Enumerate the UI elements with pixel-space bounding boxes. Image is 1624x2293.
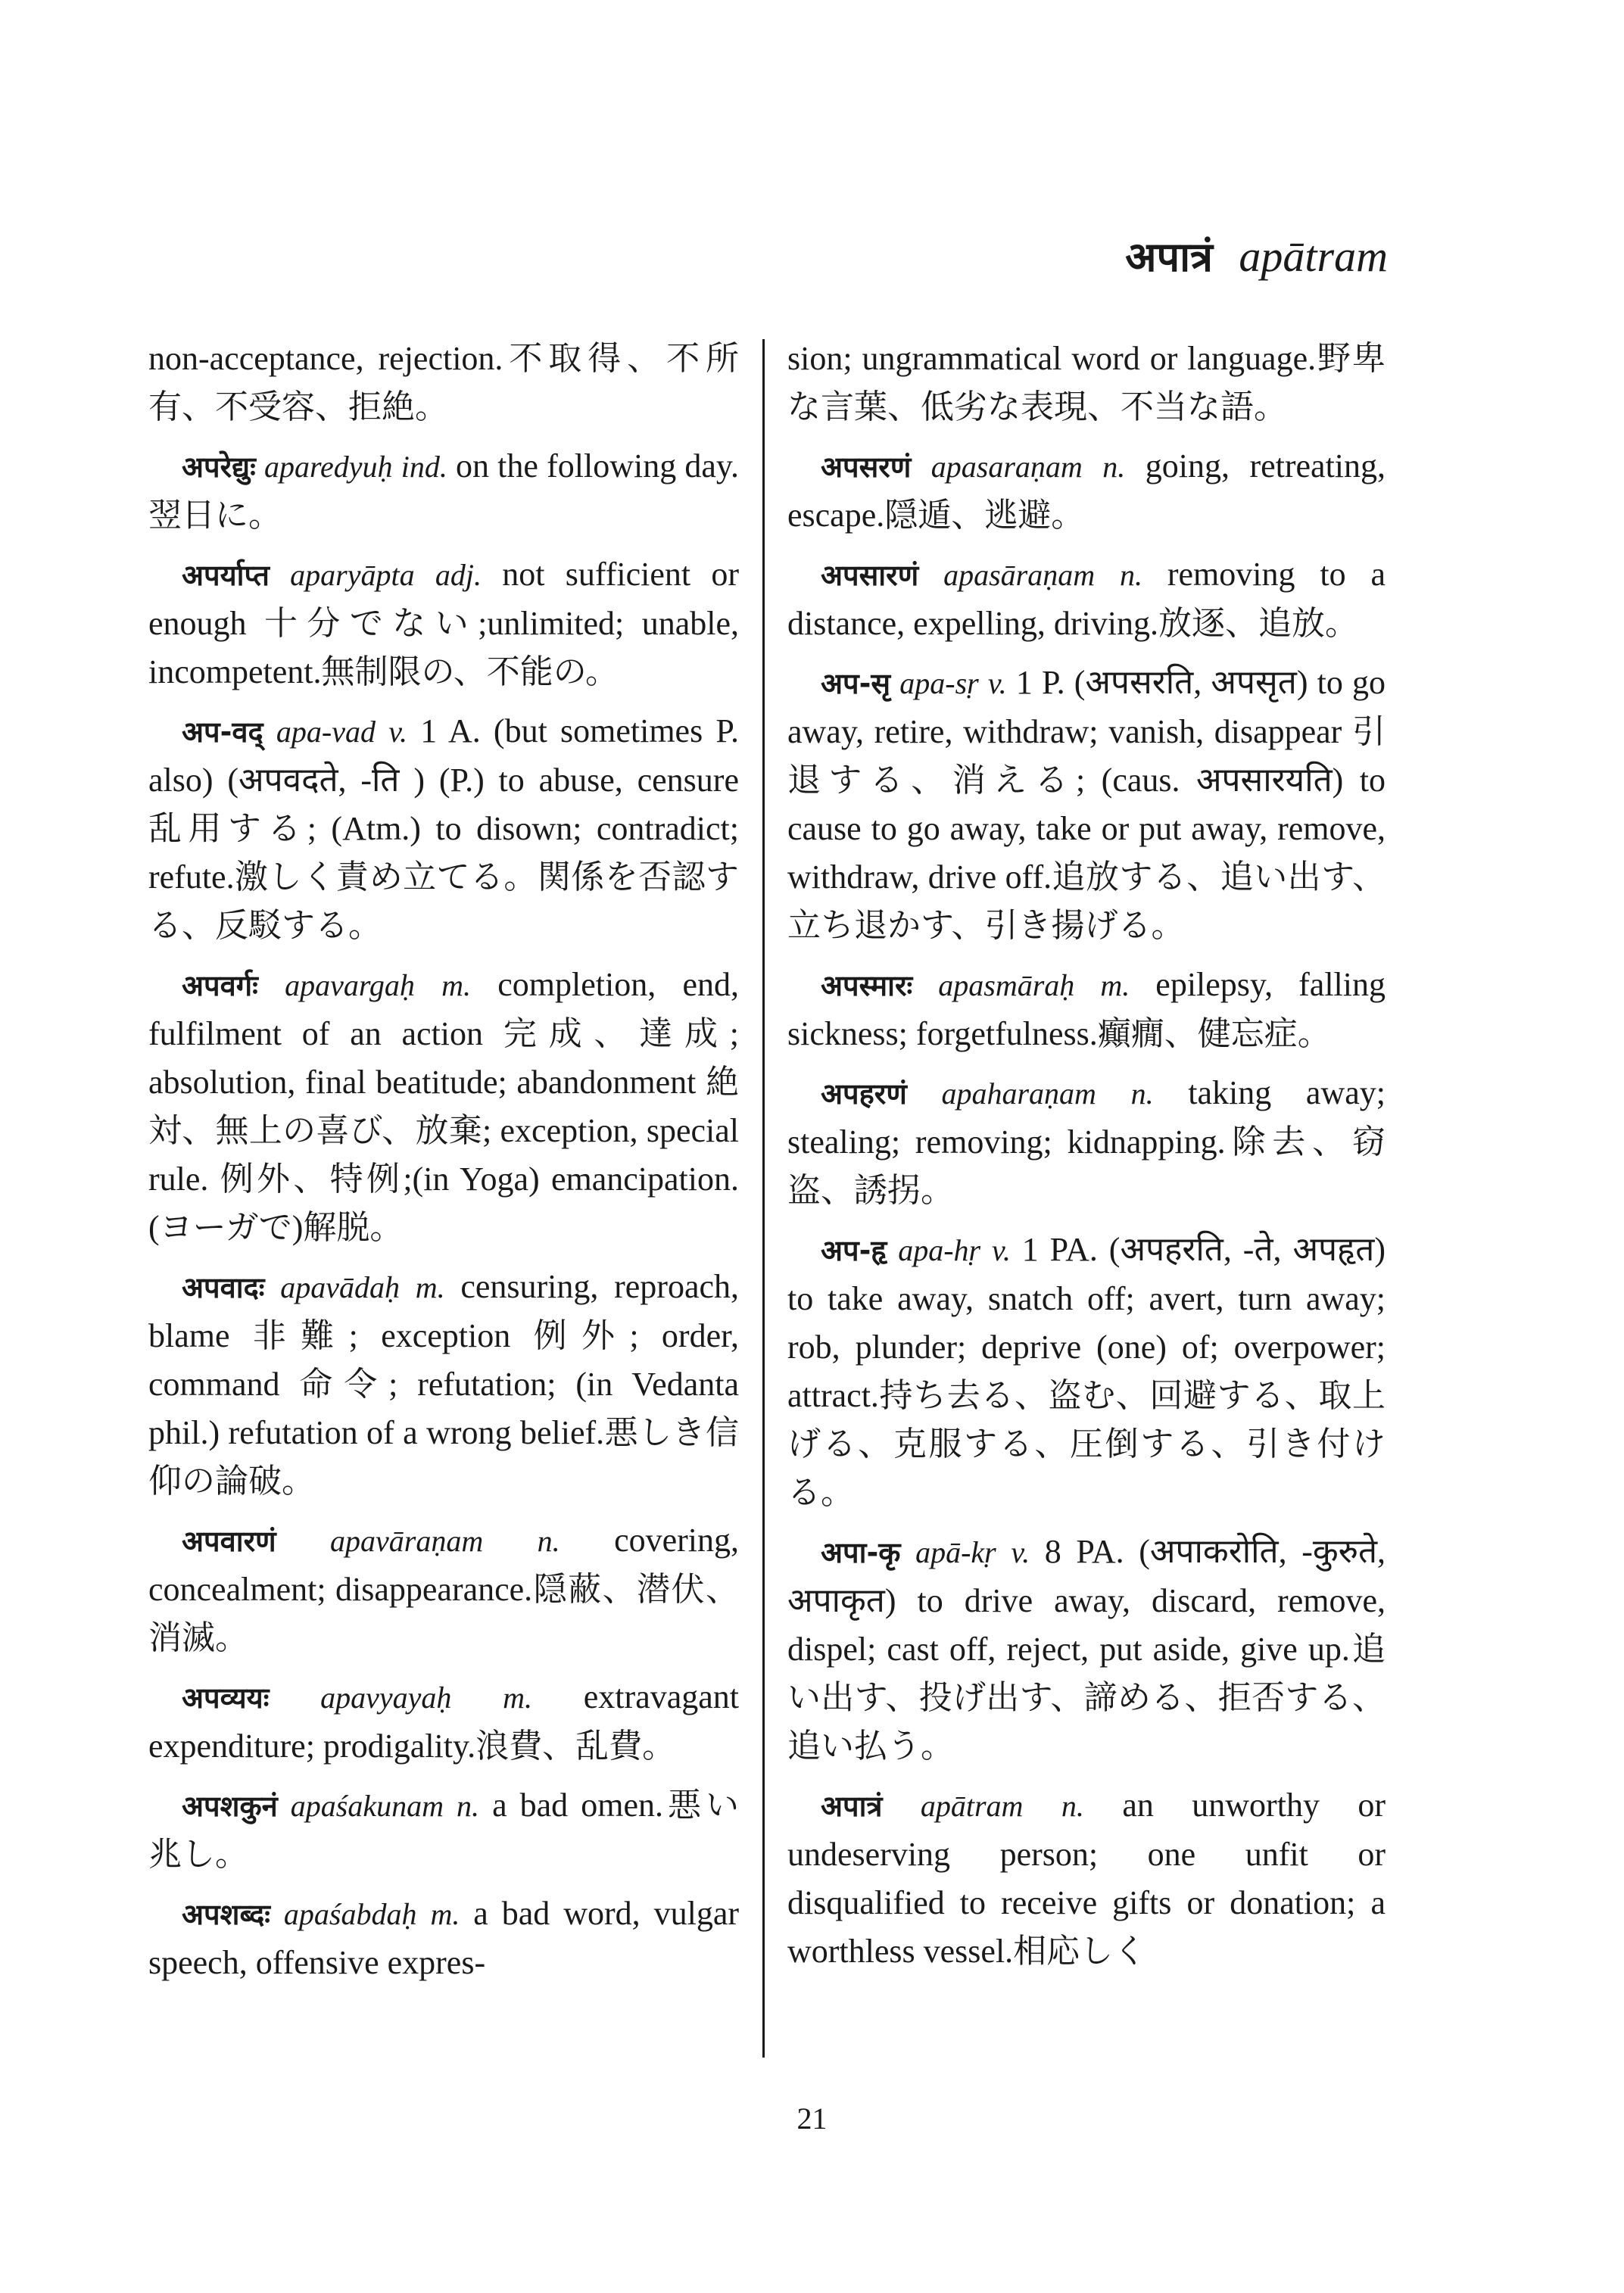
- headword-roman: apavāraṇam: [330, 1524, 484, 1558]
- definition-text: extravagant expenditure; prodigality.浪費、乱費。: [148, 1678, 739, 1765]
- grammar-label: m.: [503, 1681, 533, 1715]
- definition-text: taking away; stealing; removing; kidnapping.除去、窃盗、誘拐。: [787, 1074, 1386, 1209]
- headword-roman: apavādaḥ: [280, 1270, 400, 1304]
- headword-roman: apa-vad: [276, 715, 376, 749]
- headword-roman: apa-sṛ: [899, 666, 979, 700]
- headword-devanagari: अपसरणं: [821, 450, 912, 484]
- grammar-label: n.: [537, 1524, 560, 1558]
- headword-devanagari: अप-वद्: [182, 715, 263, 749]
- headword-roman: apasāraṇam: [943, 558, 1096, 592]
- grammar-label: n.: [1061, 1789, 1084, 1823]
- dictionary-entry: [787, 442, 1386, 540]
- headword-devanagari: अपस्मारः: [821, 969, 913, 1002]
- definition-text: going, retreating, escape.隠遁、逃避。: [787, 447, 1386, 534]
- headword-devanagari: अप-हृ: [821, 1234, 887, 1267]
- definition-text: on the following day.翌日に。: [148, 447, 740, 534]
- headword-devanagari: अपवारणं: [182, 1525, 276, 1558]
- headword-devanagari: अपसारणं: [821, 559, 919, 592]
- grammar-label: v.: [987, 666, 1007, 700]
- definition-text: an unworthy or undeserving person; one unfit or disqualified to receive gifts or donation; a worthless vessel.相応しく: [787, 1787, 1386, 1970]
- dictionary-entry: [148, 1516, 739, 1662]
- grammar-label: m.: [430, 1897, 460, 1931]
- dictionary-entry: [787, 1781, 1386, 1976]
- grammar-label: n.: [1130, 1076, 1154, 1111]
- definition-text: censuring, reproach, blame 非難; exception 例外; order, command 命令; refutation; (in Vedanta phil.) refutation of a wrong belief.悪しき信仰の論破。: [148, 1268, 739, 1500]
- grammar-label: v.: [992, 1233, 1011, 1267]
- definition-text: covering, concealment; disappearance.隠蔽、潜伏、消滅。: [148, 1522, 740, 1656]
- headword-roman: apasmāraḥ: [938, 968, 1075, 1002]
- dictionary-entry: [148, 1781, 739, 1879]
- definition-text: 8 PA. (अपाकरोति, -कुरुते, अपाकृत) to drive away, discard, remove, dispel; cast off, reject, put aside, give up.追い出す、投げ出す、諦める、拒否する、追い払う。: [787, 1533, 1386, 1765]
- headword-devanagari: अपवादः: [182, 1271, 265, 1304]
- dictionary-entry: [787, 550, 1386, 648]
- column-divider: [762, 339, 765, 2058]
- headword-devanagari: अपरेद्युः: [182, 450, 256, 484]
- headword-devanagari: अपात्रं: [821, 1790, 883, 1823]
- headword-devanagari: अपा-कृ: [821, 1536, 901, 1569]
- dictionary-entry: [148, 442, 739, 540]
- headword-devanagari: अपशब्दः: [182, 1898, 270, 1931]
- grammar-label: m.: [441, 968, 472, 1002]
- definition-text: completion, end, fulfilment of an action 完成、達成; absolution, final beatitude; abandonment 絶対、無上の喜び、放棄; exception, special rule. 例外、特例;(in Yoga) emancipation.(ヨーガで)解脱。: [148, 966, 739, 1246]
- headword-devanagari: अप-सृ: [821, 667, 891, 700]
- definition-text: sion; ungrammatical word or language.野卑な言葉、低劣な表現、不当な語。: [787, 340, 1386, 425]
- definition-text: 1 PA. (अपहरति, -ते, अपहृत) to take away, snatch off; avert, turn away; rob, plunder; deprive (one) of; overpower; attract.持ち去る、盗む、回避する、取上げる、克服する、圧倒する、引き付ける。: [787, 1231, 1386, 1511]
- continued-entry: [148, 335, 739, 431]
- continued-entry: [787, 335, 1386, 431]
- definition-text: a bad word, vulgar speech, offensive expres-: [148, 1895, 740, 1981]
- definition-text: epilepsy, falling sickness; forgetfulness.癲癇、健忘症。: [787, 966, 1386, 1052]
- headword-roman: apā-kṛ: [915, 1535, 996, 1569]
- grammar-label: n.: [1102, 450, 1126, 484]
- running-header: [1125, 227, 1388, 283]
- headword-roman: apaśabdaḥ: [283, 1897, 417, 1931]
- dictionary-entry: [787, 659, 1386, 950]
- grammar-label: v.: [388, 715, 407, 749]
- grammar-label: v.: [1011, 1535, 1030, 1569]
- definition-text: removing to a distance, expelling, driving.放逐、追放。: [787, 556, 1386, 642]
- grammar-label: n.: [457, 1789, 480, 1823]
- dictionary-entry: [148, 1263, 739, 1506]
- headword-roman: aparedyuḥ: [263, 450, 393, 484]
- dictionary-entry: [787, 961, 1386, 1058]
- grammar-label: n.: [1119, 558, 1142, 592]
- headword-devanagari: अपर्याप्त: [182, 559, 270, 592]
- dictionary-entry: [148, 707, 739, 950]
- definition-text: 1 A. (but sometimes P. also) (अपवदते, -ति ) (P.) to abuse, censure 乱用する; (Atm.) to disown; contradict; refute.激しく責め立てる。関係を否認する、反駁する。: [148, 712, 740, 944]
- page-number: 21: [796, 2101, 828, 2136]
- dictionary-entry: [787, 1226, 1386, 1517]
- headword-roman: apaśakunam: [290, 1789, 444, 1823]
- right-column: [787, 335, 1386, 1986]
- dictionary-entry: [787, 1069, 1386, 1215]
- header-devanagari: अपात्रं: [1125, 233, 1213, 281]
- definition-text: non-acceptance, rejection.不取得、不所有、不受容、拒絶。: [148, 340, 739, 425]
- headword-roman: apasaraṇam: [930, 450, 1083, 484]
- headword-roman: apa-hṛ: [898, 1233, 981, 1267]
- headword-roman: apātram: [920, 1789, 1024, 1823]
- headword-devanagari: अपव्ययः: [182, 1681, 270, 1715]
- dictionary-entry: [787, 1528, 1386, 1771]
- headword-devanagari: अपवर्गः: [182, 969, 258, 1002]
- dictionary-entry: [148, 1890, 739, 1987]
- dictionary-entry: [148, 961, 739, 1252]
- header-roman: apātram: [1239, 232, 1388, 281]
- definition-text: a bad omen.悪い兆し。: [148, 1787, 740, 1873]
- headword-devanagari: अपहरणं: [821, 1077, 907, 1111]
- dictionary-entry: [148, 1673, 739, 1771]
- headword-roman: aparyāpta: [290, 558, 415, 592]
- headword-devanagari: अपशकुनं: [182, 1790, 278, 1823]
- definition-text: not sufficient or enough 十分でない;unlimited; unable, incompetent.無制限の、不能の。: [148, 556, 740, 690]
- headword-roman: apaharaṇam: [941, 1076, 1096, 1111]
- definition-text: 1 P. (अपसरति, अपसृत) to go away, retire, withdraw; vanish, disappear 引退する、消える; (caus. अपसारयति) to cause to go away, take or put away, remove, withdraw, drive off.追放する、追い出す、立ち退かす、引き揚げる。: [787, 664, 1386, 944]
- grammar-label: ind.: [401, 450, 447, 484]
- headword-roman: apavyayaḥ: [320, 1681, 452, 1715]
- headword-roman: apavargaḥ: [285, 968, 415, 1002]
- grammar-label: m.: [1100, 968, 1130, 1002]
- grammar-label: adj.: [435, 558, 482, 592]
- dictionary-entry: [148, 550, 739, 696]
- grammar-label: m.: [415, 1270, 445, 1304]
- left-column: [148, 335, 739, 1998]
